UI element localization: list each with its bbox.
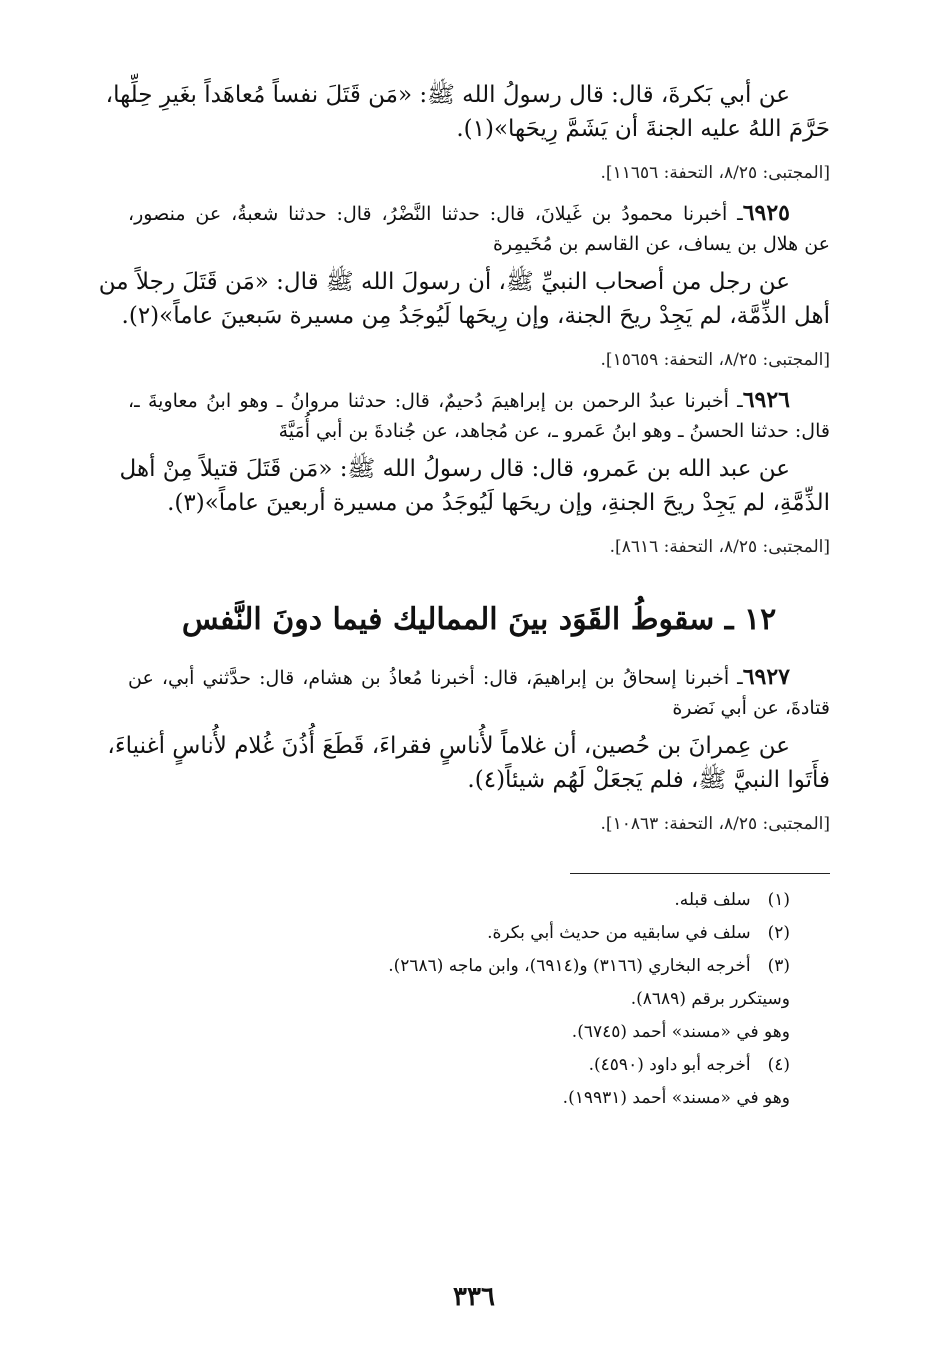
footnote	[128, 950, 830, 983]
footnote-marker: (٣)	[767, 956, 790, 976]
citation: [المجتبى: ٨/٢٥، التحفة: ٨٦١٦].	[609, 537, 830, 557]
footnote-text: سلف في سابقيه من حديث أبي بكرة.	[487, 923, 751, 943]
matn-line: أهل الذِّمَّة، لم يَجِدْ ريحَ الجنة، وإن رِيحَها لَيُوجَدُ مِن مسيرة سَبعينَ عاماً»(٢).	[121, 303, 830, 329]
footnote	[128, 1082, 830, 1115]
hadith-6924	[105, 78, 830, 186]
matn-line: عن عبد الله بن عَمرو، قال: قال رسولُ الله ﷺ: «مَن قَتَلَ قتيلاً مِنْ أهل	[119, 456, 790, 482]
isnad-line: قتادةَ، عن أبي نَضرة	[672, 697, 830, 719]
citation: [المجتبى: ٨/٢٥، التحفة: ١١٦٥٦].	[600, 163, 830, 183]
matn-line: عن رجل من أصحاب النبيِّ ﷺ، أن رسولَ الله ﷺ قال: «مَن قَتَلَ رجلاً من	[98, 269, 790, 295]
footnote-marker: (١)	[767, 890, 790, 910]
hadith-number: ٦٩٢٧	[742, 664, 790, 690]
matn-line: عن عِمرانَ بن حُصين، أن غلاماً لأُناسٍ فقراءَ، قَطَعَ أُذُنَ غُلام لأُناسٍ أغنياءَ،	[107, 733, 790, 759]
hadith-6926	[119, 385, 830, 560]
isnad	[128, 662, 830, 723]
isnad-line: قال: حدثنا الحسنُ ـ وهو ابنُ عَمرو ـ، عن مُجاهد، عن جُنادةَ بن أبي أُمَيَّةَ	[278, 420, 830, 442]
hadith-6925	[98, 198, 830, 373]
footnote	[128, 884, 830, 917]
footnote-text: أخرجه البخاري (٣١٦٦) و(٦٩١٤)، وابن ماجه (٢٦٨٦).	[388, 956, 751, 976]
footnote	[128, 1049, 830, 1082]
citation: [المجتبى: ٨/٢٥، التحفة: ١٥٦٥٩].	[600, 350, 830, 370]
footnote	[128, 1016, 830, 1049]
footnote-text: أخرجه أبو داود (٤٥٩٠).	[588, 1055, 751, 1075]
footnote-divider	[570, 873, 830, 874]
hadith-number: ٦٩٢٦	[742, 387, 790, 413]
citation: [المجتبى: ٨/٢٥، التحفة: ١٠٨٦٣].	[600, 814, 830, 834]
matn-line: حَرَّمَ اللهُ عليه الجنةَ أن يَشَمَّ رِيحَها»(١).	[456, 116, 830, 142]
isnad	[128, 198, 830, 259]
footnote-text: وهو في «مسند» أحمد (٦٧٤٥).	[571, 1022, 790, 1042]
footnotes	[128, 884, 830, 1115]
matn-line: عن أبي بَكرةَ، قال: قال رسولُ الله ﷺ: «مَن قَتَلَ نفساً مُعاهَداً بغَيرِ حِلِّها،	[105, 82, 790, 108]
footnote-marker: (٤)	[767, 1055, 790, 1075]
isnad-line: ـ أخبرنا عبدُ الرحمن بن إبراهيمَ دُحيمٌ، قال: حدثنا مروانُ ـ وهو ابنُ معاويةَ ـ،	[128, 390, 743, 412]
footnote-text: وهو في «مسند» أحمد (١٩٩٣١).	[562, 1088, 790, 1108]
isnad-line: ـ أخبرنا إسحاقُ بن إبراهيمَ، قال: أخبرنا مُعاذُ بن هشام، قال: حدَّثني أبي، عن	[128, 667, 743, 689]
footnote-text: وسيتكرر برقم (٨٦٨٩).	[630, 989, 790, 1009]
matn-line: الذِّمَّةِ، لم يَجِدْ ريحَ الجنةِ، وإن ريحَها لَيُوجَدُ من مسيرة أربعينَ عاماً»(٣).	[167, 490, 830, 516]
footnote	[128, 917, 830, 950]
matn-line: فأَتَوا النبيَّ ﷺ، فلم يَجعَلْ لَهُم شيئاً(٤).	[467, 767, 830, 793]
footnote-text: سلف قبله.	[674, 890, 751, 910]
hadith-6927	[107, 662, 830, 837]
footnote	[128, 983, 830, 1016]
isnad-line: عن هلال بن يساف، عن القاسم بن مُخَيمِرة	[492, 233, 830, 255]
section-title: ١٢ ـ سقوطُ القَوَد بينَ المماليك فيما دونَ النَّفس	[181, 602, 777, 637]
hadith-number: ٦٩٢٥	[742, 200, 790, 226]
isnad-line: ـ أخبرنا محمودُ بن غَيلانَ، قال: حدثنا النَّضْرُ، قال: حدثنا شعبةُ، عن منصور،	[128, 203, 743, 225]
page-number: ٣٣٦	[453, 1282, 495, 1312]
footnote-marker: (٢)	[767, 923, 790, 943]
isnad	[128, 385, 830, 446]
